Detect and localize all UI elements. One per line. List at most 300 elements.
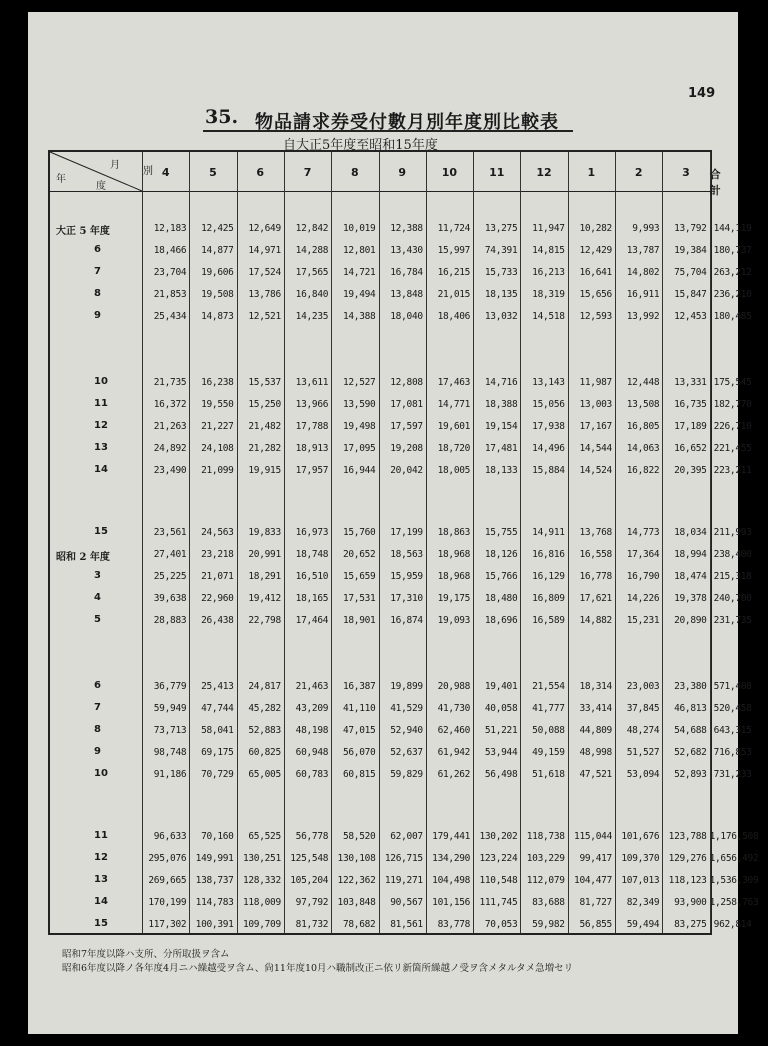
cell-monthly-count: 24,817 xyxy=(248,681,281,692)
cell-monthly-count: 98,748 xyxy=(153,747,187,758)
cell-monthly-count: 16,840 xyxy=(295,289,329,300)
cell-monthly-count: 15,847 xyxy=(674,289,707,300)
cell-monthly-count: 14,716 xyxy=(484,377,518,388)
cell-monthly-count: 39,638 xyxy=(153,593,187,604)
row-label-fiscal-year: 7 xyxy=(94,266,101,277)
cell-monthly-count: 16,215 xyxy=(437,267,471,278)
cell-monthly-count: 23,490 xyxy=(153,465,187,476)
cell-monthly-count: 13,003 xyxy=(579,399,612,410)
cell-monthly-count: 53,094 xyxy=(626,769,660,780)
cell-monthly-count: 24,563 xyxy=(201,527,234,538)
cell-monthly-count: 17,957 xyxy=(295,465,329,476)
corner-label-year: 年 xyxy=(56,174,66,185)
cell-monthly-count: 115,044 xyxy=(574,831,612,842)
cell-monthly-count: 74,391 xyxy=(484,245,518,256)
table-row xyxy=(50,700,752,718)
row-label-fiscal-year: 10 xyxy=(94,376,108,387)
document-page xyxy=(28,12,759,1034)
table-row xyxy=(50,678,752,696)
cell-monthly-count: 60,783 xyxy=(295,769,329,780)
cell-monthly-count: 20,991 xyxy=(248,549,281,560)
cell-monthly-count: 41,529 xyxy=(390,703,423,714)
cell-annual-total: 731,233 xyxy=(713,769,752,780)
cell-monthly-count: 17,095 xyxy=(342,443,376,454)
cell-monthly-count: 17,364 xyxy=(626,549,660,560)
cell-monthly-count: 13,032 xyxy=(484,311,518,322)
cell-monthly-count: 19,498 xyxy=(342,421,376,432)
cell-monthly-count: 14,063 xyxy=(626,443,660,454)
table-row xyxy=(50,308,752,326)
row-label-fiscal-year: 14 xyxy=(94,896,108,907)
cell-monthly-count: 18,406 xyxy=(437,311,471,322)
cell-annual-total: 221,455 xyxy=(713,443,752,454)
cell-monthly-count: 51,527 xyxy=(626,747,660,758)
cell-monthly-count: 22,960 xyxy=(201,593,234,604)
row-label-fiscal-year: 5 xyxy=(94,614,101,625)
cell-monthly-count: 73,713 xyxy=(153,725,187,736)
cell-monthly-count: 104,498 xyxy=(432,875,471,886)
cell-monthly-count: 14,771 xyxy=(437,399,471,410)
cell-monthly-count: 10,282 xyxy=(579,223,612,234)
cell-monthly-count: 59,949 xyxy=(153,703,187,714)
table-number: 35. xyxy=(205,106,239,128)
cell-monthly-count: 117,302 xyxy=(148,919,187,930)
cell-monthly-count: 16,641 xyxy=(579,267,612,278)
cell-monthly-count: 170,199 xyxy=(148,897,187,908)
cell-monthly-count: 14,802 xyxy=(626,267,660,278)
cell-monthly-count: 62,007 xyxy=(390,831,423,842)
row-label-fiscal-year: 11 xyxy=(94,830,108,841)
cell-monthly-count: 295,076 xyxy=(148,853,187,864)
cell-monthly-count: 97,792 xyxy=(295,897,329,908)
cell-monthly-count: 60,815 xyxy=(342,769,376,780)
cell-monthly-count: 18,135 xyxy=(484,289,518,300)
column-header-month: 12 xyxy=(536,166,552,179)
cell-annual-total: 1,258,763 xyxy=(709,897,759,908)
cell-monthly-count: 19,606 xyxy=(201,267,234,278)
cell-monthly-count: 18,994 xyxy=(674,549,707,560)
cell-monthly-count: 17,938 xyxy=(532,421,565,432)
row-label-fiscal-year: 12 xyxy=(94,852,108,863)
cell-annual-total: 1,656,492 xyxy=(709,853,759,864)
cell-monthly-count: 19,494 xyxy=(342,289,376,300)
cell-monthly-count: 118,123 xyxy=(668,875,707,886)
row-label-fiscal-year: 8 xyxy=(94,288,101,299)
cell-monthly-count: 20,890 xyxy=(674,615,707,626)
cell-monthly-count: 15,659 xyxy=(342,571,376,582)
cell-monthly-count: 13,992 xyxy=(626,311,660,322)
column-header-month: 6 xyxy=(256,166,265,179)
cell-monthly-count: 17,199 xyxy=(390,527,423,538)
cell-monthly-count: 12,521 xyxy=(248,311,281,322)
cell-monthly-count: 41,110 xyxy=(342,703,376,714)
table-row xyxy=(50,872,759,890)
cell-monthly-count: 13,787 xyxy=(626,245,660,256)
cell-monthly-count: 81,732 xyxy=(295,919,329,930)
cell-monthly-count: 22,798 xyxy=(248,615,281,626)
cell-monthly-count: 17,524 xyxy=(248,267,281,278)
cell-monthly-count: 12,425 xyxy=(201,223,234,234)
cell-monthly-count: 18,863 xyxy=(437,527,471,538)
cell-monthly-count: 46,813 xyxy=(674,703,707,714)
cell-monthly-count: 103,848 xyxy=(337,897,376,908)
table-row xyxy=(50,220,752,238)
cell-monthly-count: 16,558 xyxy=(579,549,612,560)
cell-monthly-count: 52,682 xyxy=(674,747,707,758)
row-label-fiscal-year: 12 xyxy=(94,420,108,431)
cell-monthly-count: 48,998 xyxy=(579,747,612,758)
cell-monthly-count: 12,429 xyxy=(579,245,612,256)
cell-monthly-count: 51,221 xyxy=(484,725,518,736)
cell-monthly-count: 11,724 xyxy=(437,223,471,234)
cell-monthly-count: 18,319 xyxy=(532,289,565,300)
cell-monthly-count: 65,005 xyxy=(248,769,281,780)
cell-monthly-count: 17,463 xyxy=(437,377,471,388)
cell-monthly-count: 20,395 xyxy=(674,465,707,476)
cell-monthly-count: 15,056 xyxy=(532,399,565,410)
cell-monthly-count: 126,715 xyxy=(384,853,423,864)
cell-annual-total: 144,119 xyxy=(713,223,752,234)
cell-monthly-count: 13,966 xyxy=(295,399,329,410)
table-row xyxy=(50,286,752,304)
corner-label-betsu: 別 xyxy=(143,166,153,177)
cell-monthly-count: 15,231 xyxy=(626,615,660,626)
cell-monthly-count: 18,474 xyxy=(674,571,707,582)
cell-monthly-count: 19,093 xyxy=(437,615,471,626)
cell-annual-total: 238,400 xyxy=(713,549,752,560)
cell-monthly-count: 101,676 xyxy=(621,831,660,842)
cell-monthly-count: 14,882 xyxy=(579,615,612,626)
cell-monthly-count: 21,482 xyxy=(248,421,281,432)
cell-monthly-count: 14,877 xyxy=(201,245,234,256)
cell-monthly-count: 9,993 xyxy=(632,223,660,234)
cell-monthly-count: 101,156 xyxy=(432,897,471,908)
column-header-month: 1 xyxy=(587,166,596,179)
cell-monthly-count: 16,822 xyxy=(626,465,660,476)
cell-monthly-count: 70,729 xyxy=(201,769,234,780)
cell-monthly-count: 23,218 xyxy=(201,549,234,560)
cell-monthly-count: 19,601 xyxy=(437,421,471,432)
cell-monthly-count: 75,704 xyxy=(674,267,707,278)
cell-monthly-count: 19,154 xyxy=(484,421,518,432)
cell-monthly-count: 17,189 xyxy=(674,421,707,432)
cell-monthly-count: 18,034 xyxy=(674,527,707,538)
cell-monthly-count: 59,982 xyxy=(532,919,565,930)
column-header-month: 4 xyxy=(161,166,170,179)
row-label-fiscal-year: 昭和 2 年度 xyxy=(56,552,110,563)
cell-monthly-count: 21,227 xyxy=(201,421,234,432)
cell-monthly-count: 18,165 xyxy=(295,593,329,604)
cell-monthly-count: 58,041 xyxy=(201,725,234,736)
cell-monthly-count: 118,738 xyxy=(526,831,565,842)
row-label-fiscal-year: 13 xyxy=(94,874,108,885)
cell-monthly-count: 17,081 xyxy=(390,399,423,410)
cell-monthly-count: 12,649 xyxy=(248,223,281,234)
cell-monthly-count: 112,079 xyxy=(526,875,565,886)
cell-monthly-count: 93,900 xyxy=(674,897,707,908)
cell-monthly-count: 16,213 xyxy=(532,267,565,278)
cell-annual-total: 236,210 xyxy=(713,289,752,300)
cell-annual-total: 180,737 xyxy=(713,245,752,256)
cell-monthly-count: 61,262 xyxy=(437,769,471,780)
cell-monthly-count: 17,531 xyxy=(342,593,376,604)
cell-monthly-count: 27,401 xyxy=(153,549,187,560)
cell-monthly-count: 59,829 xyxy=(390,769,423,780)
page-number: 149 xyxy=(688,86,716,101)
column-header-month: 5 xyxy=(209,166,217,179)
cell-monthly-count: 16,510 xyxy=(295,571,329,582)
cell-monthly-count: 70,053 xyxy=(484,919,518,930)
cell-monthly-count: 21,099 xyxy=(201,465,234,476)
cell-monthly-count: 25,225 xyxy=(153,571,187,582)
cell-monthly-count: 18,968 xyxy=(437,549,471,560)
cell-monthly-count: 19,175 xyxy=(437,593,471,604)
cell-monthly-count: 16,809 xyxy=(532,593,565,604)
cell-monthly-count: 12,801 xyxy=(342,245,376,256)
cell-monthly-count: 19,833 xyxy=(248,527,281,538)
cell-monthly-count: 26,438 xyxy=(201,615,234,626)
cell-monthly-count: 13,331 xyxy=(674,377,707,388)
cell-monthly-count: 128,332 xyxy=(242,875,281,886)
cell-monthly-count: 56,855 xyxy=(579,919,612,930)
cell-monthly-count: 18,480 xyxy=(484,593,518,604)
row-label-fiscal-year: 9 xyxy=(94,746,101,757)
cell-annual-total: 962,814 xyxy=(713,919,752,930)
cell-monthly-count: 122,362 xyxy=(337,875,376,886)
cell-monthly-count: 130,202 xyxy=(479,831,518,842)
cell-monthly-count: 19,899 xyxy=(390,681,423,692)
cell-monthly-count: 21,282 xyxy=(248,443,281,454)
cell-monthly-count: 13,848 xyxy=(390,289,423,300)
cell-monthly-count: 18,696 xyxy=(484,615,518,626)
table-row xyxy=(50,916,752,934)
cell-monthly-count: 41,730 xyxy=(437,703,471,714)
cell-monthly-count: 56,778 xyxy=(295,831,329,842)
cell-monthly-count: 52,883 xyxy=(248,725,281,736)
row-label-fiscal-year: 14 xyxy=(94,464,108,475)
cell-monthly-count: 13,792 xyxy=(674,223,707,234)
cell-monthly-count: 14,971 xyxy=(248,245,281,256)
cell-monthly-count: 21,015 xyxy=(437,289,471,300)
cell-monthly-count: 13,590 xyxy=(342,399,376,410)
cell-monthly-count: 14,544 xyxy=(579,443,612,454)
cell-monthly-count: 12,183 xyxy=(153,223,187,234)
cell-monthly-count: 12,453 xyxy=(674,311,707,322)
cell-monthly-count: 18,388 xyxy=(484,399,518,410)
cell-monthly-count: 17,788 xyxy=(295,421,329,432)
row-label-fiscal-year: 7 xyxy=(94,702,101,713)
row-label-fiscal-year: 15 xyxy=(94,918,108,929)
cell-annual-total: 1,176,508 xyxy=(709,831,759,842)
cell-monthly-count: 14,235 xyxy=(295,311,329,322)
table-row xyxy=(50,828,759,846)
cell-monthly-count: 90,567 xyxy=(390,897,423,908)
cell-monthly-count: 16,944 xyxy=(342,465,376,476)
cell-monthly-count: 15,656 xyxy=(579,289,612,300)
cell-monthly-count: 45,282 xyxy=(248,703,281,714)
table-row xyxy=(50,396,752,414)
cell-monthly-count: 16,805 xyxy=(626,421,660,432)
row-label-fiscal-year: 4 xyxy=(94,592,101,603)
cell-monthly-count: 16,735 xyxy=(674,399,707,410)
cell-monthly-count: 13,611 xyxy=(295,377,329,388)
cell-annual-total: 643,315 xyxy=(713,725,752,736)
cell-monthly-count: 99,417 xyxy=(579,853,612,864)
cell-monthly-count: 15,766 xyxy=(484,571,518,582)
cell-monthly-count: 18,133 xyxy=(484,465,518,476)
cell-annual-total: 571,408 xyxy=(713,681,752,692)
cell-monthly-count: 16,589 xyxy=(532,615,565,626)
cell-monthly-count: 15,250 xyxy=(248,399,281,410)
footnote-1: 昭和7年度以降ハ支所、分所取扱ヲ含ム xyxy=(62,949,230,960)
cell-monthly-count: 109,709 xyxy=(242,919,281,930)
cell-monthly-count: 18,563 xyxy=(390,549,423,560)
cell-monthly-count: 125,548 xyxy=(290,853,329,864)
table-row xyxy=(50,264,752,282)
header-divider xyxy=(50,191,710,192)
cell-monthly-count: 10,019 xyxy=(342,223,376,234)
cell-monthly-count: 25,434 xyxy=(153,311,187,322)
cell-monthly-count: 70,160 xyxy=(201,831,234,842)
table-row xyxy=(50,418,752,436)
cell-monthly-count: 21,853 xyxy=(153,289,187,300)
cell-monthly-count: 18,968 xyxy=(437,571,471,582)
row-label-fiscal-year: 10 xyxy=(94,768,108,779)
cell-monthly-count: 23,561 xyxy=(153,527,187,538)
cell-monthly-count: 43,209 xyxy=(295,703,329,714)
cell-monthly-count: 17,621 xyxy=(579,593,612,604)
cell-monthly-count: 41,777 xyxy=(532,703,565,714)
cell-monthly-count: 48,274 xyxy=(626,725,660,736)
cell-monthly-count: 59,494 xyxy=(626,919,660,930)
cell-monthly-count: 50,088 xyxy=(532,725,565,736)
cell-monthly-count: 12,527 xyxy=(342,377,376,388)
cell-monthly-count: 13,786 xyxy=(248,289,281,300)
cell-monthly-count: 19,412 xyxy=(248,593,281,604)
row-label-fiscal-year: 11 xyxy=(94,398,108,409)
cell-monthly-count: 149,991 xyxy=(195,853,234,864)
cell-monthly-count: 37,845 xyxy=(626,703,660,714)
cell-monthly-count: 21,263 xyxy=(153,421,187,432)
cell-monthly-count: 17,464 xyxy=(295,615,329,626)
cell-annual-total: 180,485 xyxy=(713,311,752,322)
statistics-table xyxy=(48,150,759,935)
table-row xyxy=(50,374,752,392)
cell-monthly-count: 20,042 xyxy=(390,465,423,476)
cell-monthly-count: 21,735 xyxy=(153,377,187,388)
cell-annual-total: 226,710 xyxy=(713,421,752,432)
corner-label-do: 度 xyxy=(96,181,106,192)
cell-monthly-count: 12,808 xyxy=(390,377,423,388)
cell-monthly-count: 19,401 xyxy=(484,681,518,692)
cell-monthly-count: 44,809 xyxy=(579,725,612,736)
cell-annual-total: 215,318 xyxy=(713,571,752,582)
cell-monthly-count: 15,760 xyxy=(342,527,376,538)
cell-monthly-count: 52,637 xyxy=(390,747,423,758)
cell-monthly-count: 25,413 xyxy=(201,681,234,692)
column-header-month: 10 xyxy=(441,166,458,179)
table-row xyxy=(50,766,752,784)
cell-monthly-count: 81,727 xyxy=(579,897,612,908)
cell-monthly-count: 103,229 xyxy=(526,853,565,864)
table-row xyxy=(50,744,752,762)
cell-monthly-count: 52,893 xyxy=(674,769,707,780)
cell-monthly-count: 91,186 xyxy=(153,769,187,780)
cell-monthly-count: 61,942 xyxy=(437,747,471,758)
cell-monthly-count: 12,448 xyxy=(626,377,660,388)
cell-monthly-count: 13,143 xyxy=(532,377,565,388)
cell-monthly-count: 78,682 xyxy=(342,919,376,930)
cell-monthly-count: 19,384 xyxy=(674,245,707,256)
row-label-fiscal-year: 3 xyxy=(94,570,101,581)
cell-monthly-count: 16,973 xyxy=(295,527,329,538)
column-header-month: 9 xyxy=(398,166,406,179)
row-label-fiscal-year: 8 xyxy=(94,724,101,735)
cell-annual-total: 1,536,309 xyxy=(709,875,759,886)
cell-monthly-count: 48,198 xyxy=(295,725,329,736)
cell-annual-total: 223,211 xyxy=(713,465,752,476)
column-header-month: 11 xyxy=(489,166,505,179)
cell-monthly-count: 19,208 xyxy=(390,443,423,454)
cell-monthly-count: 17,597 xyxy=(390,421,423,432)
row-label-fiscal-year: 6 xyxy=(94,244,101,255)
row-label-fiscal-year: 大正 5 年度 xyxy=(56,226,110,237)
cell-monthly-count: 14,911 xyxy=(532,527,565,538)
cell-monthly-count: 60,948 xyxy=(295,747,329,758)
cell-monthly-count: 14,721 xyxy=(342,267,376,278)
cell-monthly-count: 105,204 xyxy=(290,875,329,886)
cell-monthly-count: 14,518 xyxy=(532,311,565,322)
cell-monthly-count: 20,988 xyxy=(437,681,471,692)
column-header-month: 8 xyxy=(351,166,359,179)
cell-monthly-count: 24,892 xyxy=(153,443,187,454)
title-block xyxy=(203,106,573,132)
cell-monthly-count: 23,704 xyxy=(153,267,187,278)
cell-monthly-count: 19,550 xyxy=(201,399,234,410)
cell-annual-total: 716,853 xyxy=(713,747,752,758)
table-row xyxy=(50,850,759,868)
cell-annual-total: 211,993 xyxy=(713,527,752,538)
cell-monthly-count: 16,778 xyxy=(579,571,612,582)
cell-monthly-count: 130,108 xyxy=(337,853,376,864)
cell-annual-total: 175,545 xyxy=(713,377,752,388)
cell-monthly-count: 23,380 xyxy=(674,681,707,692)
cell-monthly-count: 17,167 xyxy=(579,421,612,432)
row-label-fiscal-year: 13 xyxy=(94,442,108,453)
cell-monthly-count: 36,779 xyxy=(153,681,187,692)
cell-monthly-count: 28,883 xyxy=(153,615,187,626)
cell-monthly-count: 14,288 xyxy=(295,245,329,256)
cell-monthly-count: 18,720 xyxy=(437,443,471,454)
cell-monthly-count: 14,388 xyxy=(342,311,376,322)
cell-monthly-count: 17,310 xyxy=(390,593,423,604)
cell-monthly-count: 15,959 xyxy=(390,571,423,582)
cell-monthly-count: 15,997 xyxy=(437,245,471,256)
cell-monthly-count: 12,593 xyxy=(579,311,612,322)
cell-monthly-count: 123,224 xyxy=(479,853,518,864)
cell-monthly-count: 12,842 xyxy=(295,223,329,234)
footnote-2: 昭和6年度以降ノ各年度4月ニハ繰越受ヲ含ム、尙11年度10月ハ職制改正ニ依リ新箇所繰越ノ受ヲ含メタルタメ急増セリ xyxy=(62,963,574,974)
cell-monthly-count: 13,275 xyxy=(484,223,518,234)
cell-monthly-count: 14,496 xyxy=(532,443,565,454)
cell-monthly-count: 14,773 xyxy=(626,527,660,538)
cell-monthly-count: 60,825 xyxy=(248,747,281,758)
table-title: 物品請求券受付數月別年度別比較表 xyxy=(255,112,559,133)
cell-monthly-count: 54,688 xyxy=(674,725,707,736)
cell-monthly-count: 15,537 xyxy=(248,377,281,388)
cell-monthly-count: 111,745 xyxy=(479,897,518,908)
cell-annual-total: 520,458 xyxy=(713,703,752,714)
